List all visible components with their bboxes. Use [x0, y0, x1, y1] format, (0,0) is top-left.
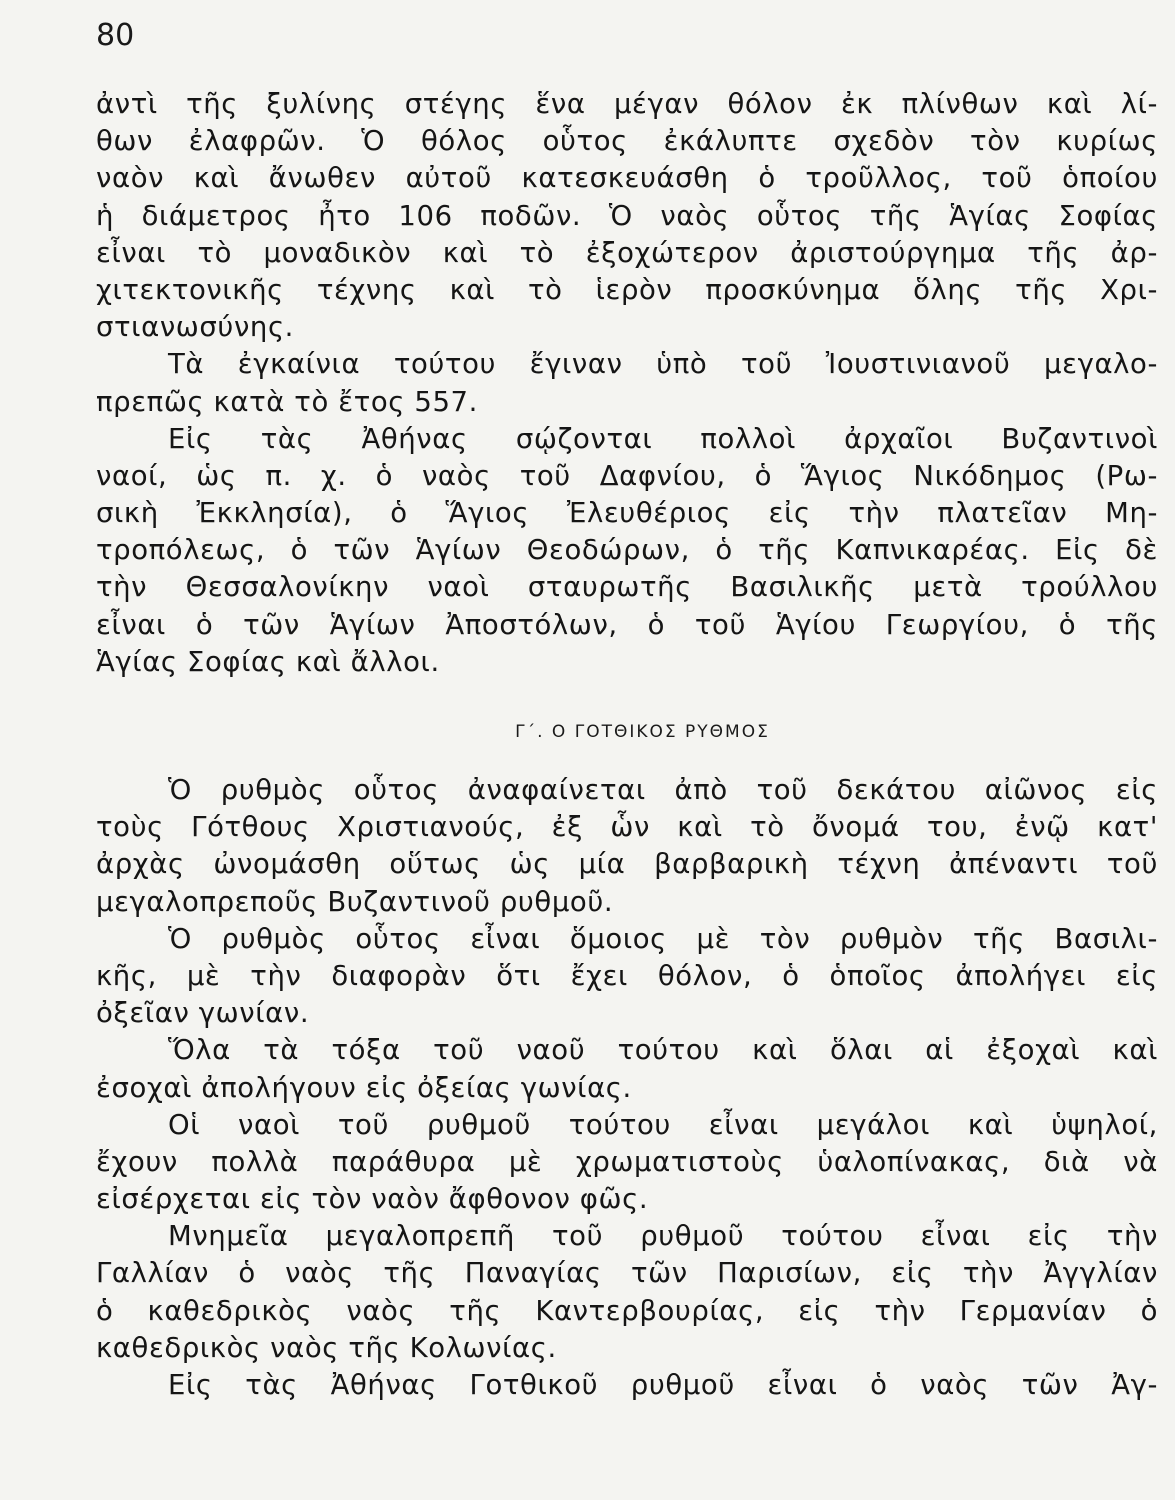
text-line: ὀξεῖαν γωνίαν. [96, 997, 310, 1030]
text-line: Οἱ ναοὶ τοῦ ρυθμοῦ τούτου εἶναι μεγάλοι καὶ ὑψηλοί, [168, 1108, 1158, 1141]
paragraph [96, 346, 1158, 420]
text-line: εἶναι ὁ τῶν Ἁγίων Ἀποστόλων, ὁ τοῦ Ἁγίου Γεωργίου, ὁ τῆς [96, 608, 1158, 641]
paragraph [96, 421, 1158, 681]
text-line: εἶναι τὸ μοναδικὸν καὶ τὸ ἐξοχώτερον ἀριστούργημα τῆς ἀρ- [96, 236, 1158, 269]
paragraph [96, 1032, 1158, 1106]
text-line: τὴν Θεσσαλονίκην ναοὶ σταυρωτῆς Βασιλικῆς μετὰ τρούλλου [96, 571, 1158, 604]
text-line: στιανωσύνης. [96, 311, 295, 344]
paragraph [96, 1218, 1158, 1367]
text-line: σικὴ Ἐκκλησία), ὁ Ἅγιος Ἐλευθέριος εἰς τὴν πλατεῖαν Μη- [96, 497, 1158, 530]
text-line: Ἁγίας Σοφίας καὶ ἄλλοι. [96, 645, 440, 678]
text-line: Εἰς τὰς Ἀθήνας σῴζονται πολλοὶ ἀρχαῖοι Βυζαντινοὶ [168, 422, 1158, 455]
text-line: ἡ διάμετρος ἦτο 106 ποδῶν. Ὁ ναὸς οὗτος τῆς Ἁγίας Σοφίας [96, 199, 1158, 232]
text-line: Ὅλα τὰ τόξα τοῦ ναοῦ τούτου καὶ ὅλαι αἱ ἐξοχαὶ καὶ [168, 1034, 1158, 1067]
text-line: ἀντὶ τῆς ξυλίνης στέγης ἕνα μέγαν θόλον ἐκ πλίνθων καὶ λί- [96, 88, 1158, 120]
text-line: πρεπῶς κατὰ τὸ ἔτος 557. [96, 385, 478, 418]
text-line: ἀρχὰς ὠνομάσθη οὕτως ὡς μία βαρβαρικὴ τέχνη ἀπέναντι τοῦ [96, 848, 1158, 881]
text-line: κῆς, μὲ τὴν διαφορὰν ὅτι ἔχει θόλον, ὁ ὁποῖος ἀπολήγει εἰς [96, 959, 1158, 992]
text-line: χιτεκτονικῆς τέχνης καὶ τὸ ἱερὸν προσκύνημα ὅλης τῆς Χρι- [96, 273, 1158, 306]
text-line: ναοί, ὡς π. χ. ὁ ναὸς τοῦ Δαφνίου, ὁ Ἅγιος Νικόδημος (Ρω- [96, 459, 1158, 492]
text-line: τοὺς Γότθους Χριστιανούς, ἐξ ὧν καὶ τὸ ὄνομά του, ἐνῷ κατ' [96, 811, 1158, 844]
body-text-bottom [96, 772, 1158, 1404]
text-line: θων ἐλαφρῶν. Ὁ θόλος οὗτος ἐκάλυπτε σχεδὸν τὸν κυρίως [96, 125, 1158, 158]
text-line: Ὁ ρυθμὸς οὗτος εἶναι ὅμοιος μὲ τὸν ρυθμὸν τῆς Βασιλι- [168, 922, 1158, 955]
paragraph [96, 921, 1158, 1033]
text-line: καθεδρικὸς ναὸς τῆς Κολωνίας. [96, 1331, 557, 1364]
text-line: Εἰς τὰς Ἀθήνας Γοτθικοῦ ρυθμοῦ εἶναι ὁ ναὸς τῶν Ἀγ- [168, 1369, 1158, 1401]
text-line: Ὁ ρυθμὸς οὗτος ἀναφαίνεται ἀπὸ τοῦ δεκάτου αἰῶνος εἰς [168, 774, 1158, 806]
page-number: 80 [96, 18, 135, 53]
text-line: ὁ καθεδρικὸς ναὸς τῆς Καντερβουρίας, εἰς τὴν Γερμανίαν ὁ [96, 1294, 1158, 1327]
text-line: ἐσοχαὶ ἀπολήγουν εἰς ὀξείας γωνίας. [96, 1071, 632, 1104]
paragraph [96, 1107, 1158, 1219]
body-text-top [96, 86, 1158, 681]
text-line: εἰσέρχεται εἰς τὸν ναὸν ἄφθονον φῶς. [96, 1183, 649, 1216]
text-line: Τὰ ἐγκαίνια τούτου ἔγιναν ὑπὸ τοῦ Ἰουστινιανοῦ μεγαλο- [168, 348, 1158, 381]
paragraph [96, 86, 1158, 346]
paragraph [96, 1367, 1158, 1404]
paragraph [96, 772, 1158, 921]
text-line: Μνημεῖα μεγαλοπρεπῆ τοῦ ρυθμοῦ τούτου εἶναι εἰς τὴν [168, 1220, 1158, 1253]
text-line: Γαλλίαν ὁ ναὸς τῆς Παναγίας τῶν Παρισίων, εἰς τὴν Ἀγγλίαν [96, 1257, 1158, 1290]
text-line: τροπόλεως, ὁ τῶν Ἁγίων Θεοδώρων, ὁ τῆς Καπνικαρέας. Εἰς δὲ [96, 534, 1158, 567]
section-heading [0, 722, 1175, 742]
text-line: μεγαλοπρεποῦς Βυζαντινοῦ ρυθμοῦ. [96, 885, 614, 918]
text-line: ναὸν καὶ ἄνωθεν αὐτοῦ κατεσκευάσθη ὁ τροῦλλος, τοῦ ὁποίου [96, 162, 1158, 195]
text-line: ἔχουν πολλὰ παράθυρα μὲ χρωματιστοὺς ὑαλοπίνακας, διὰ νὰ [96, 1145, 1158, 1178]
section-heading-text: Γ΄. Ο ΓΟΤΘΙΚΟΣ ΡΥΘΜΟΣ [515, 722, 770, 742]
